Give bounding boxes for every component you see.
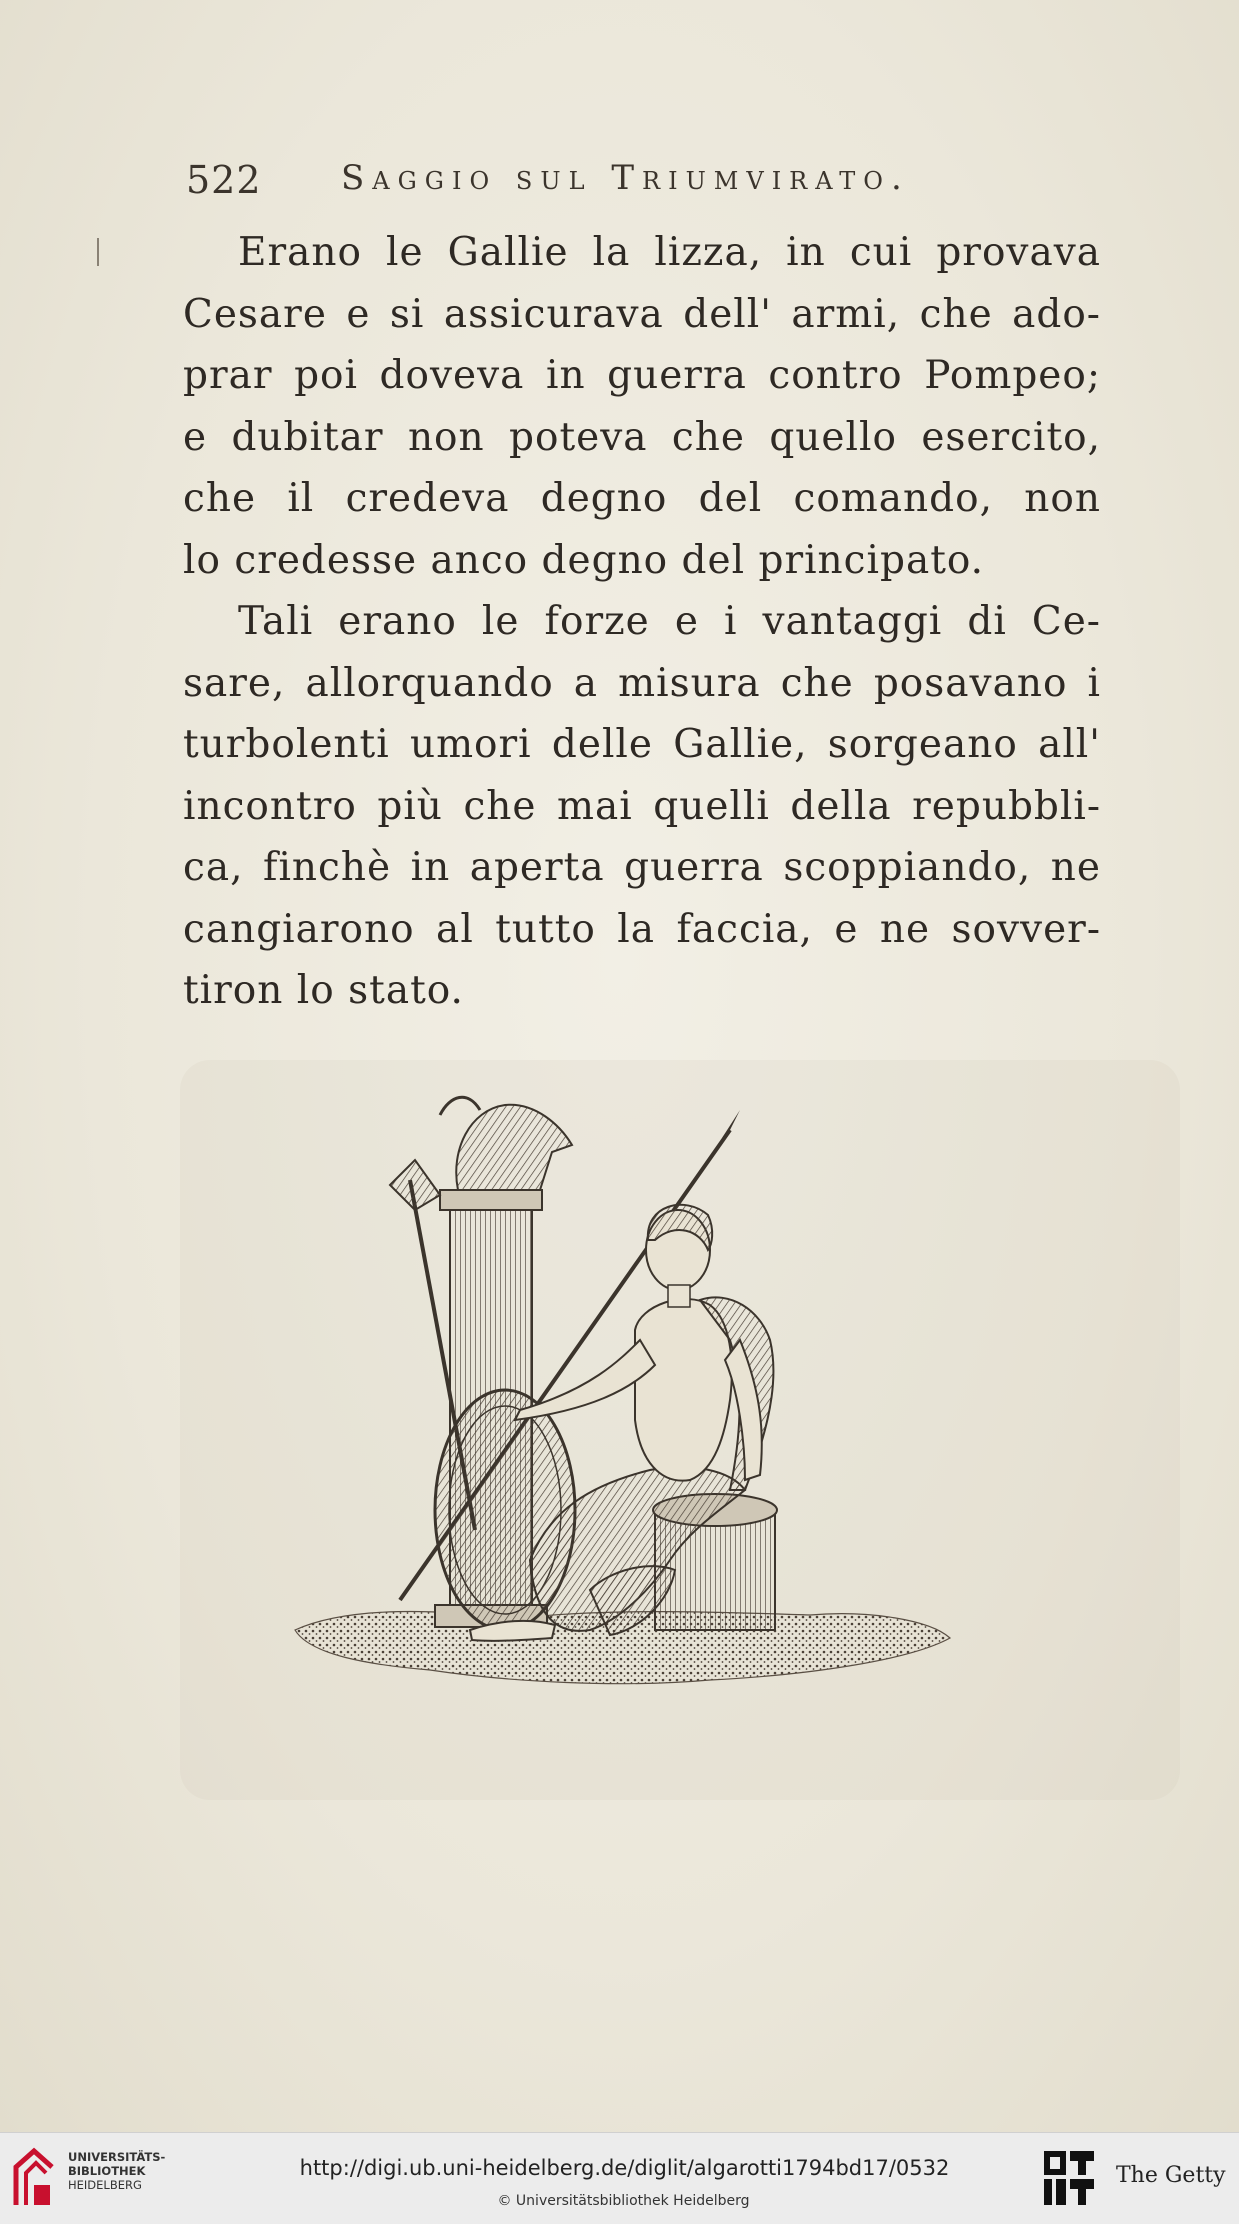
copyright-notice: © Universitätsbibliothek Heidelberg <box>497 2193 750 2209</box>
running-title: Saggio sul Triumvirato. <box>341 158 910 198</box>
permalink-url[interactable]: http://digi.ub.uni-heidelberg.de/diglit/algarotti1794bd17/0532 <box>299 2156 950 2180</box>
text-line: Tali erano le forze e i vantaggi di Ce- <box>238 599 1101 644</box>
text-line: cangiarono al tutto la faccia, e ne sovver- <box>183 906 1101 952</box>
text-line: che il credeva degno del comando, non <box>183 476 1101 521</box>
library-name-line: UNIVERSITÄTS- <box>68 2150 166 2164</box>
text-line: incontro più che mai quelli della repubbli- <box>183 783 1101 829</box>
partner-name: The Getty <box>1116 2163 1226 2188</box>
engraving-seated-warrior-icon <box>290 1090 960 1700</box>
text-block <box>183 222 1101 1022</box>
margin-mark <box>97 238 99 266</box>
text-line: sare, allorquando a misura che posavano i <box>183 660 1101 706</box>
running-head <box>186 150 1086 210</box>
text-line: tiron lo stato. <box>183 968 464 1013</box>
text-line: e dubitar non poteva che quello esercito, <box>183 414 1101 460</box>
text-line: Erano le Gallie la lizza, in cui provava <box>238 230 1101 275</box>
library-name-line: BIBLIOTHEK <box>68 2164 146 2178</box>
library-name-line: HEIDELBERG <box>68 2178 142 2192</box>
text-line: Cesare e si assicurava dell' armi, che ado- <box>183 291 1101 337</box>
text-line: turbolenti umori delle Gallie, sorgeano all' <box>183 722 1101 767</box>
footer-bar <box>0 2132 1239 2224</box>
text-line: prar poi doveva in guerra contro Pompeo; <box>183 353 1101 398</box>
text-line: lo credesse anco degno del principato. <box>183 537 985 583</box>
page-number: 522 <box>186 158 262 202</box>
getty-logo-icon[interactable] <box>1042 2149 1096 2207</box>
text-line: ca, finchè in aperta guerra scoppiando, ne <box>183 845 1101 890</box>
